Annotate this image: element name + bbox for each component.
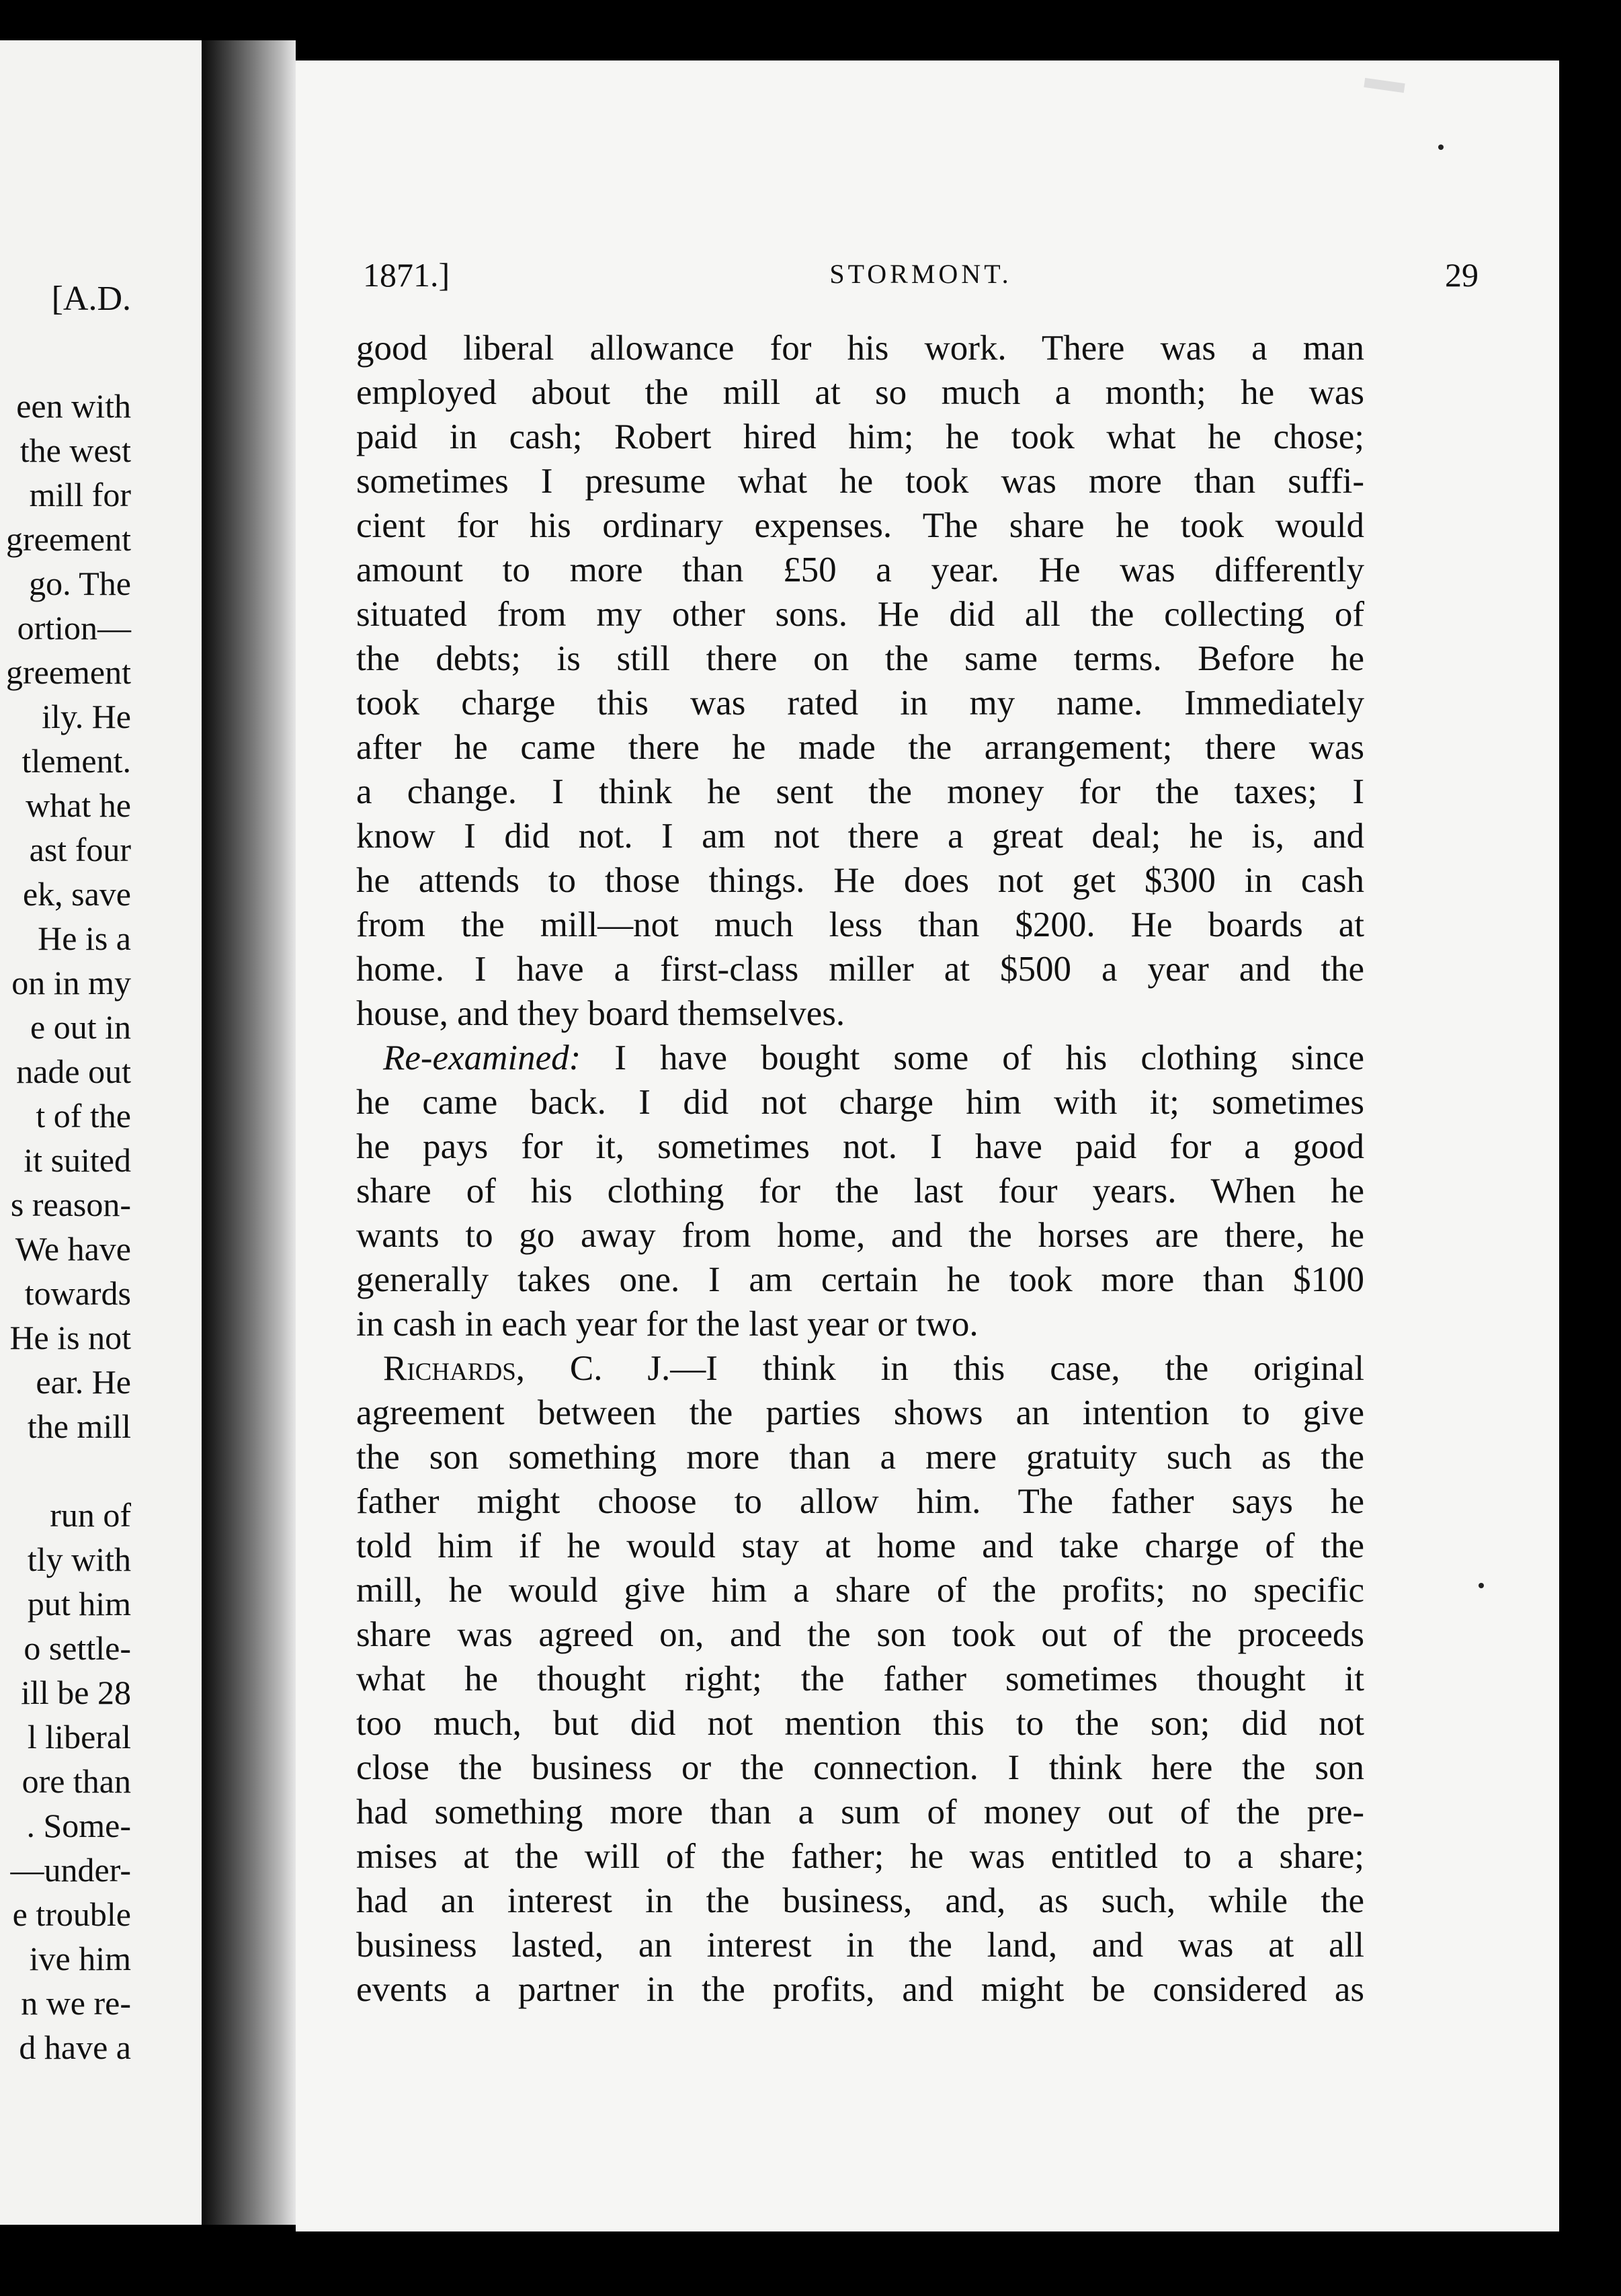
text-line: the son something more than a mere gratuity such as the (356, 1438, 1364, 1477)
left-page-line: n we re- (21, 1984, 131, 2022)
text-line (356, 1346, 1364, 1391)
text-line: paid in cash; Robert hired him; he took what he chose; (356, 417, 1364, 456)
text-line: share was agreed on, and the son took out of the proceeds (356, 1615, 1364, 1654)
text-line: mises at the will of the father; he was entitled to a share; (356, 1837, 1364, 1876)
text-line: too much, but did not mention this to the son; did not (356, 1704, 1364, 1743)
text-line (356, 1036, 1364, 1080)
running-head (363, 255, 1479, 302)
left-page-line: the west (19, 432, 131, 469)
scan-mark (1364, 78, 1405, 93)
left-page-line: l liberal (27, 1718, 131, 1756)
text-line: home. I have a first-class miller at $500 a year and the (356, 950, 1364, 989)
paragraph-testimony (356, 326, 1364, 1036)
text-line: amount to more than £50 a year. He was differently (356, 550, 1364, 589)
text-line: cient for his ordinary expenses. The share he took would (356, 506, 1364, 545)
left-page-line: nade out (16, 1053, 131, 1090)
text-line: close the business or the connection. I think here the son (356, 1748, 1364, 1787)
body-text (356, 326, 1364, 2012)
text-line: mill, he would give him a share of the profits; no specific (356, 1571, 1364, 1610)
left-page-line: go. The (29, 565, 131, 602)
text-line: generally takes one. I am certain he took more than $100 (356, 1260, 1364, 1299)
text-line: wants to go away from home, and the horses are there, he (356, 1216, 1364, 1255)
text-line: business lasted, an interest in the land, and was at all (356, 1926, 1364, 1965)
left-page-line: towards (24, 1274, 131, 1312)
text-line: sometimes I presume what he took was more than suffi- (356, 462, 1364, 501)
text-line: told him if he would stay at home and take charge of the (356, 1526, 1364, 1565)
text-line: in cash in each year for the last year or two. (356, 1305, 979, 1344)
text-line: father might choose to allow him. The father says he (356, 1482, 1364, 1521)
speck (1438, 145, 1444, 150)
text-line: he pays for it, sometimes not. I have paid for a good (356, 1127, 1364, 1166)
left-page-line: o settle- (24, 1629, 131, 1667)
text-line: good liberal allowance for his work. There was a man (356, 329, 1364, 368)
left-page-line: t of the (36, 1097, 131, 1135)
left-page-line: run of (50, 1496, 131, 1534)
left-page-line: greement (5, 520, 131, 558)
left-page-line: . Some- (26, 1807, 131, 1844)
text-line: a change. I think he sent the money for the taxes; I (356, 772, 1364, 811)
left-page-line: tlement. (22, 742, 131, 780)
left-page-line: ear. He (36, 1363, 131, 1401)
left-page-line: d have a (19, 2028, 131, 2066)
text-line: from the mill—not much less than $200. He boards at (356, 905, 1364, 944)
left-page-line: We have (15, 1230, 131, 1268)
text-line: he attends to those things. He does not get $300 in cash (356, 861, 1364, 900)
left-page-line: e trouble (12, 1895, 131, 1933)
text-line: agreement between the parties shows an intention to give (356, 1393, 1364, 1432)
left-page-line: ily. He (42, 698, 131, 735)
text-line: the debts; is still there on the same terms. Before he (356, 639, 1364, 678)
text-line: took charge this was rated in my name. Immediately (356, 684, 1364, 723)
text-line: he came back. I did not charge him with it; sometimes (356, 1083, 1364, 1122)
judge-name: Richards (383, 1349, 516, 1388)
left-page-line: the mill (27, 1407, 131, 1445)
text-line-rest: I have bought some of his clothing since (581, 1038, 1364, 1077)
text-line: situated from my other sons. He did all the collecting of (356, 595, 1364, 634)
left-page-line: ek, save (22, 875, 131, 913)
left-page-line: ore than (22, 1762, 131, 1800)
left-page-line: s reason- (10, 1186, 131, 1223)
right-page (296, 60, 1559, 2231)
speck (1479, 1583, 1484, 1588)
left-page-line: —under- (10, 1851, 131, 1889)
text-line: know I did not. I am not there a great deal; he is, and (356, 817, 1364, 856)
left-page-line: on in my (11, 964, 131, 1001)
left-page-line: e out in (30, 1008, 131, 1046)
left-page-line: mill for (29, 476, 131, 514)
text-line-rest: , C. J.—I think in this case, the original (515, 1349, 1364, 1388)
left-page-line: greement (5, 653, 131, 691)
text-line: house, and they board themselves. (356, 994, 845, 1033)
text-line: had an interest in the business, and, as such, while the (356, 1881, 1364, 1920)
left-page-line: een with (16, 387, 131, 425)
left-page-header: [A.D. (51, 280, 131, 318)
left-page-line: ive him (29, 1940, 131, 1977)
left-page-line: ortion— (17, 609, 131, 647)
left-page-line: put him (27, 1585, 131, 1623)
left-page-line: tly with (27, 1541, 131, 1578)
text-line: what he thought right; the father sometimes thought it (356, 1659, 1364, 1698)
left-page-line: He is not (9, 1319, 131, 1356)
left-page-line: He is a (38, 919, 131, 957)
paragraph-judgment (356, 1346, 1364, 2012)
left-facing-page (0, 40, 202, 2225)
text-line: employed about the mill at so much a month; he was (356, 373, 1364, 412)
left-page-line: what he (26, 786, 131, 824)
text-line: share of his clothing for the last four years. When he (356, 1172, 1364, 1211)
running-head-title: STORMONT. (829, 259, 1012, 289)
left-page-line: it suited (24, 1141, 131, 1179)
left-page-line: ast four (29, 831, 131, 868)
paragraph-re-examined (356, 1036, 1364, 1346)
page-number: 29 (1445, 256, 1479, 294)
text-line: after he came there he made the arrangement; there was (356, 728, 1364, 767)
running-head-year: 1871.] (363, 256, 450, 294)
left-page-line: ill be 28 (21, 1674, 131, 1711)
book-gutter (202, 40, 296, 2225)
re-examined-label: Re-examined: (383, 1038, 581, 1077)
text-line: events a partner in the profits, and might be considered as (356, 1970, 1364, 2009)
text-line: had something more than a sum of money out of the pre- (356, 1793, 1364, 1832)
